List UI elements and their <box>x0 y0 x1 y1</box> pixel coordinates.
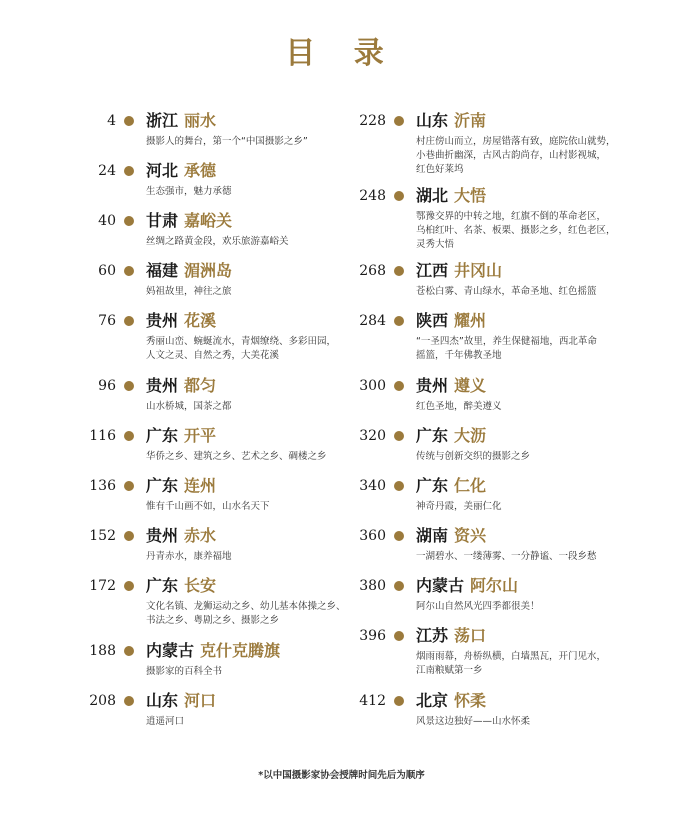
province-name <box>146 110 216 132</box>
page-number: 40 <box>98 213 116 229</box>
entry-description <box>416 210 641 252</box>
bullet-dot-icon <box>124 646 134 656</box>
province-name <box>416 260 502 282</box>
entry-description <box>146 665 366 679</box>
province-name <box>416 575 518 597</box>
toc-entry-heading <box>78 575 366 597</box>
province-label: 广东 <box>146 576 179 595</box>
province-name <box>416 310 486 332</box>
province-name <box>416 110 486 132</box>
description-line: 丝绸之路黄金段，欢乐旅游嘉峪关 <box>146 236 289 247</box>
province-label: 河北 <box>146 161 179 180</box>
description-line: 华侨之乡、建筑之乡、艺术之乡、碉楼之乡 <box>146 451 327 462</box>
toc-entry-heading <box>78 475 366 497</box>
toc-entry-heading <box>348 475 641 497</box>
province-label: 贵州 <box>416 376 449 395</box>
toc-entry-heading <box>78 690 366 712</box>
toc-entry-heading <box>348 525 641 547</box>
description-line: 风景这边独好——山水怀柔 <box>416 716 531 727</box>
province-name <box>416 475 486 497</box>
page-number: 248 <box>359 188 386 204</box>
province-label: 广东 <box>416 426 449 445</box>
bullet-dot-icon <box>124 166 134 176</box>
toc-entry[interactable] <box>78 525 366 564</box>
entry-description <box>416 550 641 564</box>
province-label: 湖北 <box>416 186 449 205</box>
toc-entry-heading <box>348 260 641 282</box>
toc-entry-heading <box>78 375 366 397</box>
province-name <box>416 425 486 447</box>
toc-entry[interactable] <box>78 375 366 414</box>
province-label: 江苏 <box>416 626 449 645</box>
bullet-dot-icon <box>124 531 134 541</box>
city-name: 遵义 <box>454 376 487 395</box>
bullet-dot-icon <box>394 116 404 126</box>
province-name <box>146 260 232 282</box>
toc-entry-heading <box>348 375 641 397</box>
bullet-dot-icon <box>124 216 134 226</box>
toc-entry[interactable] <box>78 640 366 679</box>
page-number: 284 <box>359 313 386 329</box>
description-line: 文化名镇、龙狮运动之乡、幼儿基本体操之乡、 <box>146 601 346 612</box>
toc-entry[interactable] <box>78 110 366 149</box>
entry-description <box>416 500 641 514</box>
province-label: 贵州 <box>146 526 179 545</box>
description-line: 苍松白雾、青山绿水，革命圣地、红色摇篮 <box>416 286 597 297</box>
province-label: 贵州 <box>146 376 179 395</box>
bullet-dot-icon <box>394 431 404 441</box>
toc-entry[interactable] <box>78 160 366 199</box>
toc-entry[interactable] <box>78 475 366 514</box>
province-label: 江西 <box>416 261 449 280</box>
toc-entry-heading <box>348 625 641 647</box>
page-number: 116 <box>89 428 116 444</box>
province-label: 山东 <box>146 691 179 710</box>
toc-entry-heading <box>348 575 641 597</box>
description-line: 书法之乡、粤剧之乡、摄影之乡 <box>146 615 280 626</box>
page-number: 76 <box>98 313 116 329</box>
province-name <box>146 525 216 547</box>
toc-entry[interactable] <box>78 575 366 628</box>
entry-description <box>416 650 641 678</box>
entry-description <box>146 715 366 729</box>
toc-entry-heading <box>78 160 366 182</box>
description-line: 摄影人的舞台，第一个“中国摄影之乡” <box>146 136 308 147</box>
description-line: 红色圣地，醉美遵义 <box>416 401 502 412</box>
page-number: 172 <box>89 578 116 594</box>
description-line: 鄂豫交界的中转之地，红旗不倒的革命老区， <box>416 211 607 222</box>
page-number: 360 <box>359 528 386 544</box>
toc-entry[interactable] <box>78 260 366 299</box>
entry-description <box>416 450 641 464</box>
page-number: 380 <box>359 578 386 594</box>
page-number: 412 <box>359 693 386 709</box>
toc-entry[interactable] <box>78 210 366 249</box>
entry-description <box>416 600 641 614</box>
toc-entry[interactable] <box>348 260 641 299</box>
toc-entry[interactable] <box>348 425 641 464</box>
entry-description <box>146 600 366 628</box>
toc-entry[interactable] <box>348 375 641 414</box>
bullet-dot-icon <box>394 266 404 276</box>
toc-entry[interactable] <box>348 575 641 614</box>
toc-entry-heading <box>78 310 366 332</box>
bullet-dot-icon <box>124 266 134 276</box>
city-name: 大沥 <box>454 426 487 445</box>
bullet-dot-icon <box>124 116 134 126</box>
entry-description <box>146 135 366 149</box>
page-number: 96 <box>98 378 116 394</box>
toc-entry[interactable] <box>348 110 641 177</box>
entry-description <box>146 285 366 299</box>
city-name: 怀柔 <box>454 691 487 710</box>
description-line: 村庄傍山而立，房屋错落有致，庭院依山就势， <box>416 136 616 147</box>
page-number: 152 <box>89 528 116 544</box>
bullet-dot-icon <box>124 381 134 391</box>
province-name <box>146 210 232 232</box>
province-label: 北京 <box>416 691 449 710</box>
province-name <box>416 525 486 547</box>
entry-description <box>416 285 641 299</box>
city-name: 耀州 <box>454 311 487 330</box>
toc-entry[interactable] <box>78 425 366 464</box>
city-name: 阿尔山 <box>470 576 519 595</box>
province-name <box>146 425 216 447</box>
province-label: 湖南 <box>416 526 449 545</box>
description-line: 丹青赤水，康养福地 <box>146 551 232 562</box>
province-name <box>146 375 216 397</box>
entry-description <box>416 135 641 177</box>
bullet-dot-icon <box>394 316 404 326</box>
bullet-dot-icon <box>124 581 134 591</box>
province-label: 内蒙古 <box>416 576 465 595</box>
toc-entry-heading <box>348 185 641 207</box>
toc-entry-heading <box>78 110 366 132</box>
bullet-dot-icon <box>394 631 404 641</box>
province-label: 广东 <box>416 476 449 495</box>
province-name <box>146 690 216 712</box>
city-name: 丽水 <box>184 111 217 130</box>
city-name: 都匀 <box>184 376 217 395</box>
toc-entry-heading <box>78 210 366 232</box>
toc-entry[interactable] <box>78 310 366 363</box>
toc-entry-heading <box>348 425 641 447</box>
description-line: “一圣四杰”故里，养生保健福地，西北革命 <box>416 336 597 347</box>
province-name <box>416 690 486 712</box>
city-name: 连州 <box>184 476 217 495</box>
page-number: 208 <box>89 693 116 709</box>
description-line: 烟雨雨幕，舟桥纵横，白墙黑瓦，开门见水， <box>416 651 607 662</box>
entry-description <box>416 715 641 729</box>
entry-description <box>146 550 366 564</box>
description-line: 阿尔山自然风光四季都很美！ <box>416 601 540 612</box>
page-number: 24 <box>98 163 116 179</box>
province-name <box>146 475 216 497</box>
entry-description <box>146 500 366 514</box>
province-label: 广东 <box>146 426 179 445</box>
entry-description <box>416 335 641 363</box>
description-line: 生态强市，魅力承德 <box>146 186 232 197</box>
city-name: 赤水 <box>184 526 217 545</box>
page-number: 300 <box>359 378 386 394</box>
city-name: 嘉峪关 <box>184 211 233 230</box>
province-label: 广东 <box>146 476 179 495</box>
bullet-dot-icon <box>394 581 404 591</box>
toc-entry-heading <box>78 525 366 547</box>
city-name: 承德 <box>184 161 217 180</box>
toc-entry[interactable] <box>348 310 641 363</box>
bullet-dot-icon <box>124 431 134 441</box>
province-name <box>416 185 486 207</box>
province-label: 浙江 <box>146 111 179 130</box>
city-name: 大悟 <box>454 186 487 205</box>
description-line: 江南粮赋第一乡 <box>416 665 483 676</box>
description-line: 惟有千山画不如，山水名天下 <box>146 501 270 512</box>
city-name: 仁化 <box>454 476 487 495</box>
description-line: 神奇丹霞，美丽仁化 <box>416 501 502 512</box>
toc-entry[interactable] <box>78 690 366 729</box>
province-name <box>146 310 216 332</box>
province-label: 陕西 <box>416 311 449 330</box>
description-line: 红色好莱坞 <box>416 164 464 175</box>
toc-entry-heading <box>78 640 366 662</box>
page-number: 188 <box>89 643 116 659</box>
bullet-dot-icon <box>394 481 404 491</box>
description-line: 乌桕红叶、名茶、板栗、摄影之乡，红色老区， <box>416 225 616 236</box>
toc-entry[interactable] <box>348 185 641 252</box>
description-line: 摇篮，千年佛教圣地 <box>416 350 502 361</box>
toc-entry[interactable] <box>348 475 641 514</box>
toc-entry-heading <box>348 690 641 712</box>
province-name <box>416 375 486 397</box>
entry-description <box>146 400 366 414</box>
description-line: 逍遥河口 <box>146 716 185 727</box>
city-name: 沂南 <box>454 111 487 130</box>
province-label: 甘肃 <box>146 211 179 230</box>
toc-entry-heading <box>78 425 366 447</box>
province-name <box>416 625 486 647</box>
city-name: 荡口 <box>454 626 487 645</box>
description-line: 秀丽山峦、蜿蜒流水，青烟缭绕、多彩田园， <box>146 336 337 347</box>
city-name: 资兴 <box>454 526 487 545</box>
province-label: 贵州 <box>146 311 179 330</box>
description-line: 山水桥城，国茶之都 <box>146 401 232 412</box>
bullet-dot-icon <box>124 481 134 491</box>
bullet-dot-icon <box>394 696 404 706</box>
toc-entry[interactable] <box>348 690 641 729</box>
description-line: 小巷曲折幽深，古风古韵尚存，山村影视城， <box>416 150 607 161</box>
entry-description <box>146 235 366 249</box>
description-line: 人文之灵、自然之秀，大美花溪 <box>146 350 280 361</box>
page-number: 136 <box>89 478 116 494</box>
page-number: 268 <box>359 263 386 279</box>
city-name: 河口 <box>184 691 217 710</box>
page-number: 396 <box>359 628 386 644</box>
city-name: 克什克腾旗 <box>200 641 281 660</box>
province-label: 内蒙古 <box>146 641 195 660</box>
city-name: 长安 <box>184 576 217 595</box>
toc-entry-heading <box>348 310 641 332</box>
province-label: 山东 <box>416 111 449 130</box>
city-name: 花溪 <box>184 311 217 330</box>
page-title: 目 录 <box>285 36 398 71</box>
bullet-dot-icon <box>394 191 404 201</box>
bullet-dot-icon <box>124 696 134 706</box>
page-number: 60 <box>98 263 116 279</box>
entry-description <box>146 450 366 464</box>
description-line: 摄影家的百科全书 <box>146 666 223 677</box>
bullet-dot-icon <box>394 381 404 391</box>
toc-entry[interactable] <box>348 525 641 564</box>
city-name: 开平 <box>184 426 217 445</box>
toc-entry[interactable] <box>348 625 641 678</box>
page-number: 340 <box>359 478 386 494</box>
bullet-dot-icon <box>394 531 404 541</box>
province-label: 福建 <box>146 261 179 280</box>
province-name <box>146 160 216 182</box>
province-name <box>146 575 216 597</box>
footnote: *以中国摄影家协会授牌时间先后为顺序 <box>258 770 425 781</box>
city-name: 湄洲岛 <box>184 261 233 280</box>
description-line: 一湖碧水、一缕薄雾、一分静谧、一段乡愁 <box>416 551 597 562</box>
entry-description <box>146 335 366 363</box>
city-name: 井冈山 <box>454 261 503 280</box>
description-line: 灵秀大悟 <box>416 239 455 250</box>
page-number: 320 <box>359 428 386 444</box>
toc-entry-heading <box>348 110 641 132</box>
entry-description <box>146 185 366 199</box>
description-line: 传统与创新交织的摄影之乡 <box>416 451 531 462</box>
description-line: 妈祖故里，神往之旅 <box>146 286 232 297</box>
entry-description <box>416 400 641 414</box>
toc-entry-heading <box>78 260 366 282</box>
bullet-dot-icon <box>124 316 134 326</box>
province-name <box>146 640 280 662</box>
page-number: 228 <box>359 113 386 129</box>
page-number: 4 <box>107 113 116 129</box>
